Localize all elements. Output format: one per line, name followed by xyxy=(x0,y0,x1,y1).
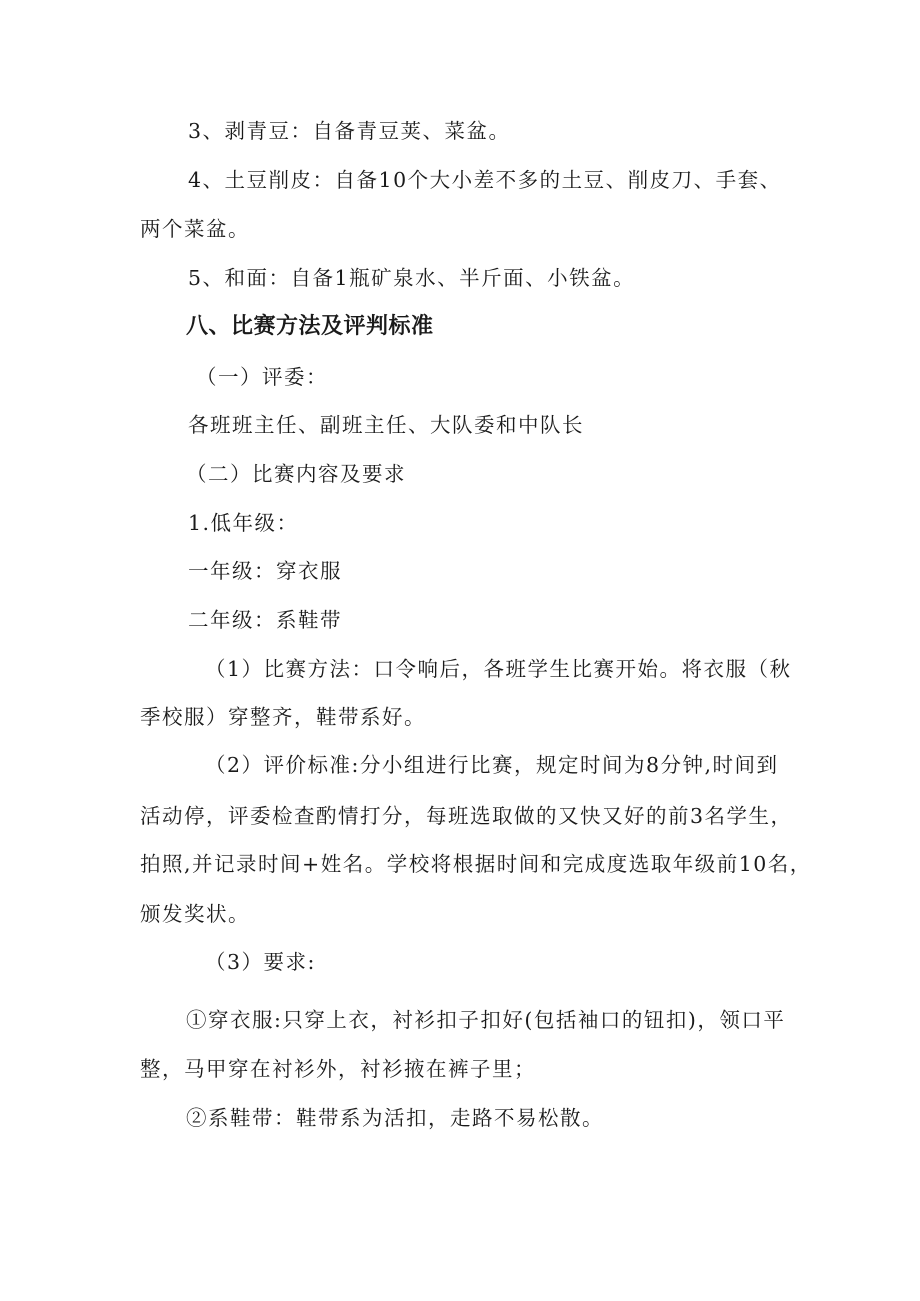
text-line-prep-5: 5、和面：自备1瓶矿泉水、半斤面、小铁盆。 xyxy=(188,266,636,290)
text-line-req-clothes-cont: 整，马甲穿在衬衫外，衬衫掖在裤子里； xyxy=(140,1057,536,1081)
text-line-criteria-cont-1: 活动停，评委检查酌情打分，每班选取做的又快又好的前3名学生， xyxy=(140,804,793,828)
section-heading-8: 八、比赛方法及评判标准 xyxy=(186,314,434,339)
text-line-lower-grade: 1.低年级： xyxy=(188,511,299,535)
text-line-method: （1）比赛方法：口令响后，各班学生比赛开始。将衣服（秋 xyxy=(205,657,792,681)
text-line-req-clothes: ①穿衣服:只穿上衣，衬衫扣子扣好(包括袖口的钮扣)，领口平 xyxy=(186,1008,786,1032)
text-line-grade-2: 二年级：系鞋带 xyxy=(188,608,342,632)
text-line-prep-3: 3、剥青豆：自备青豆荚、菜盆。 xyxy=(188,119,511,143)
text-line-criteria-cont-2: 拍照,并记录时间+姓名。学校将根据时间和完成度选取年级前10名， xyxy=(140,852,812,876)
text-line-criteria-cont-3: 颁发奖状。 xyxy=(140,902,250,926)
text-line-grade-1: 一年级：穿衣服 xyxy=(188,559,342,583)
subheading-content: （二）比赛内容及要求 xyxy=(186,462,406,486)
text-line-criteria: （2）评价标准:分小组进行比赛，规定时间为8分钟,时间到 xyxy=(205,753,779,777)
text-line-req-shoelaces: ②系鞋带：鞋带系为活扣，走路不易松散。 xyxy=(186,1106,604,1130)
subheading-requirements: （3）要求: xyxy=(205,950,316,974)
subheading-judges: （一）评委： xyxy=(196,365,328,389)
text-line-prep-4: 4、土豆削皮：自备10个大小差不多的土豆、削皮刀、手套、 xyxy=(188,168,782,192)
text-line-method-cont: 季校服）穿整齐，鞋带系好。 xyxy=(140,705,426,729)
text-line-prep-4-cont: 两个菜盆。 xyxy=(140,217,250,241)
text-line-judges: 各班班主任、副班主任、大队委和中队长 xyxy=(188,413,584,437)
